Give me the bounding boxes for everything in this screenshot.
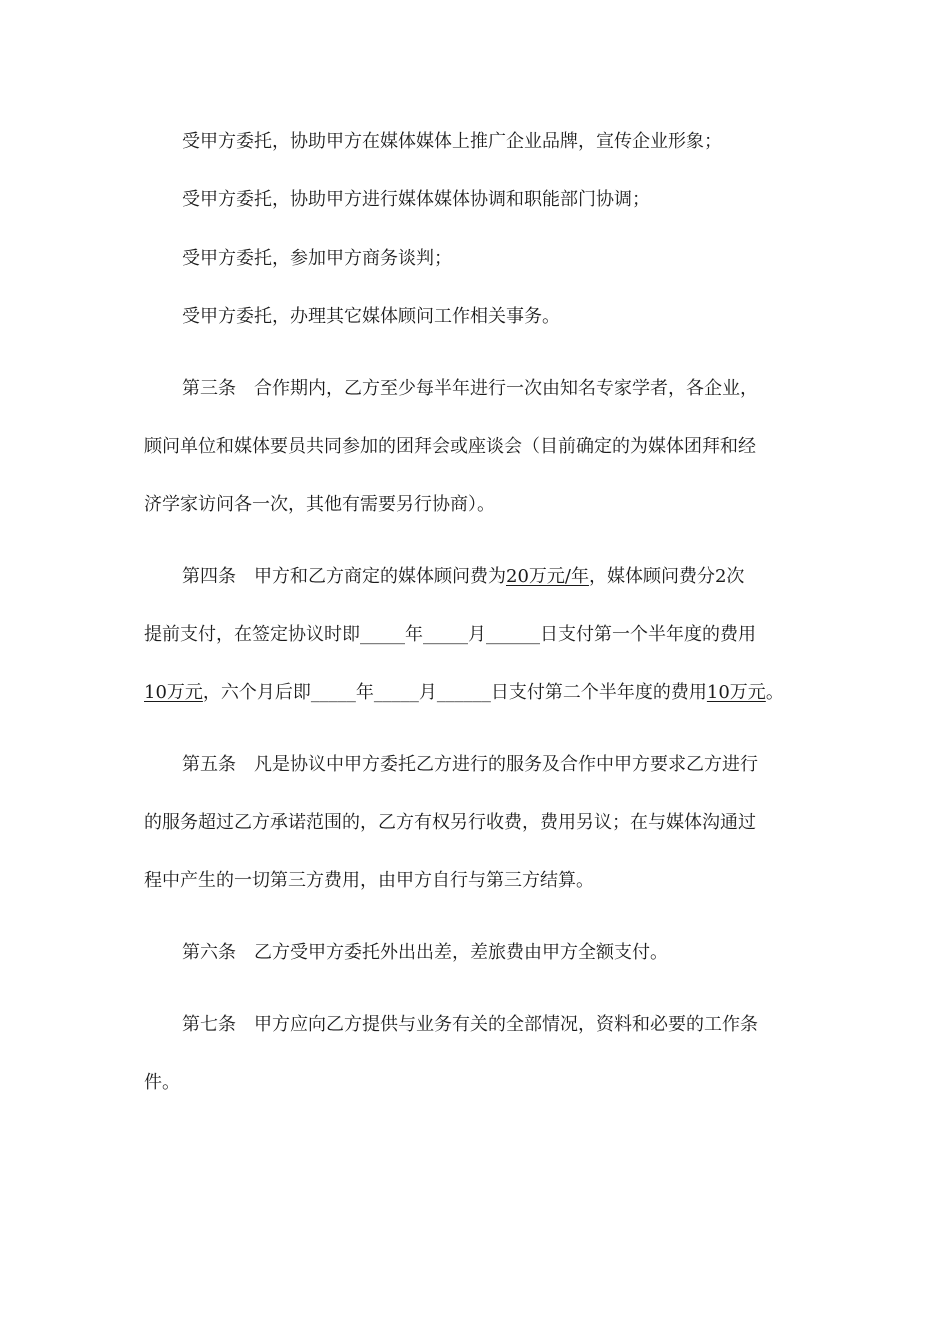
first-payment-amount: 10万元 (144, 682, 203, 703)
duty-1: 受甲方委托，协助甲方在媒体媒体上推广企业品牌，宣传企业形象； (182, 131, 722, 152)
article-4-text-b: ，媒体顾问费分2次 (588, 566, 745, 587)
article-3-line-2: 顾问单位和媒体要员共同参加的团拜会或座谈会（目前确定的为媒体团拜和经 (144, 436, 756, 457)
article-4-line-1 (182, 565, 744, 589)
duty-4: 受甲方委托，办理其它媒体顾问工作相关事务。 (182, 306, 560, 327)
article-4-text-d: 。 (765, 682, 784, 703)
annual-fee: 20万元/年 (506, 566, 589, 587)
second-payment-amount: 10万元 (706, 682, 766, 703)
article-5-line-3: 程中产生的一切第三方费用，由甲方自行与第三方结算。 (144, 870, 594, 891)
article-4-line-2: 提前支付，在签定协议时即_____年_____月______日支付第一个半年度的费用 (144, 624, 756, 645)
article-7-line-1: 第七条 甲方应向乙方提供与业务有关的全部情况，资料和必要的工作条 (182, 1014, 758, 1035)
article-4-text-c: ，六个月后即_____年_____月______日支付第二个半年度的费用 (202, 682, 707, 703)
article-5-line-1: 第五条 凡是协议中甲方委托乙方进行的服务及合作中甲方要求乙方进行 (182, 754, 758, 775)
article-3-line-1: 第三条 合作期内，乙方至少每半年进行一次由知名专家学者，各企业， (182, 378, 758, 399)
article-4-text-a: 第四条 甲方和乙方商定的媒体顾问费为 (182, 566, 506, 587)
duty-3: 受甲方委托，参加甲方商务谈判； (182, 248, 452, 269)
article-6-line-1: 第六条 乙方受甲方委托外出出差，差旅费由甲方全额支付。 (182, 942, 668, 963)
article-4-line-3 (144, 681, 784, 705)
duty-2: 受甲方委托，协助甲方进行媒体媒体协调和职能部门协调； (182, 189, 650, 210)
article-7-line-2: 件。 (144, 1072, 180, 1093)
article-5-line-2: 的服务超过乙方承诺范围的，乙方有权另行收费，费用另议；在与媒体沟通过 (144, 812, 756, 833)
article-3-line-3: 济学家访问各一次，其他有需要另行协商）。 (144, 494, 495, 515)
